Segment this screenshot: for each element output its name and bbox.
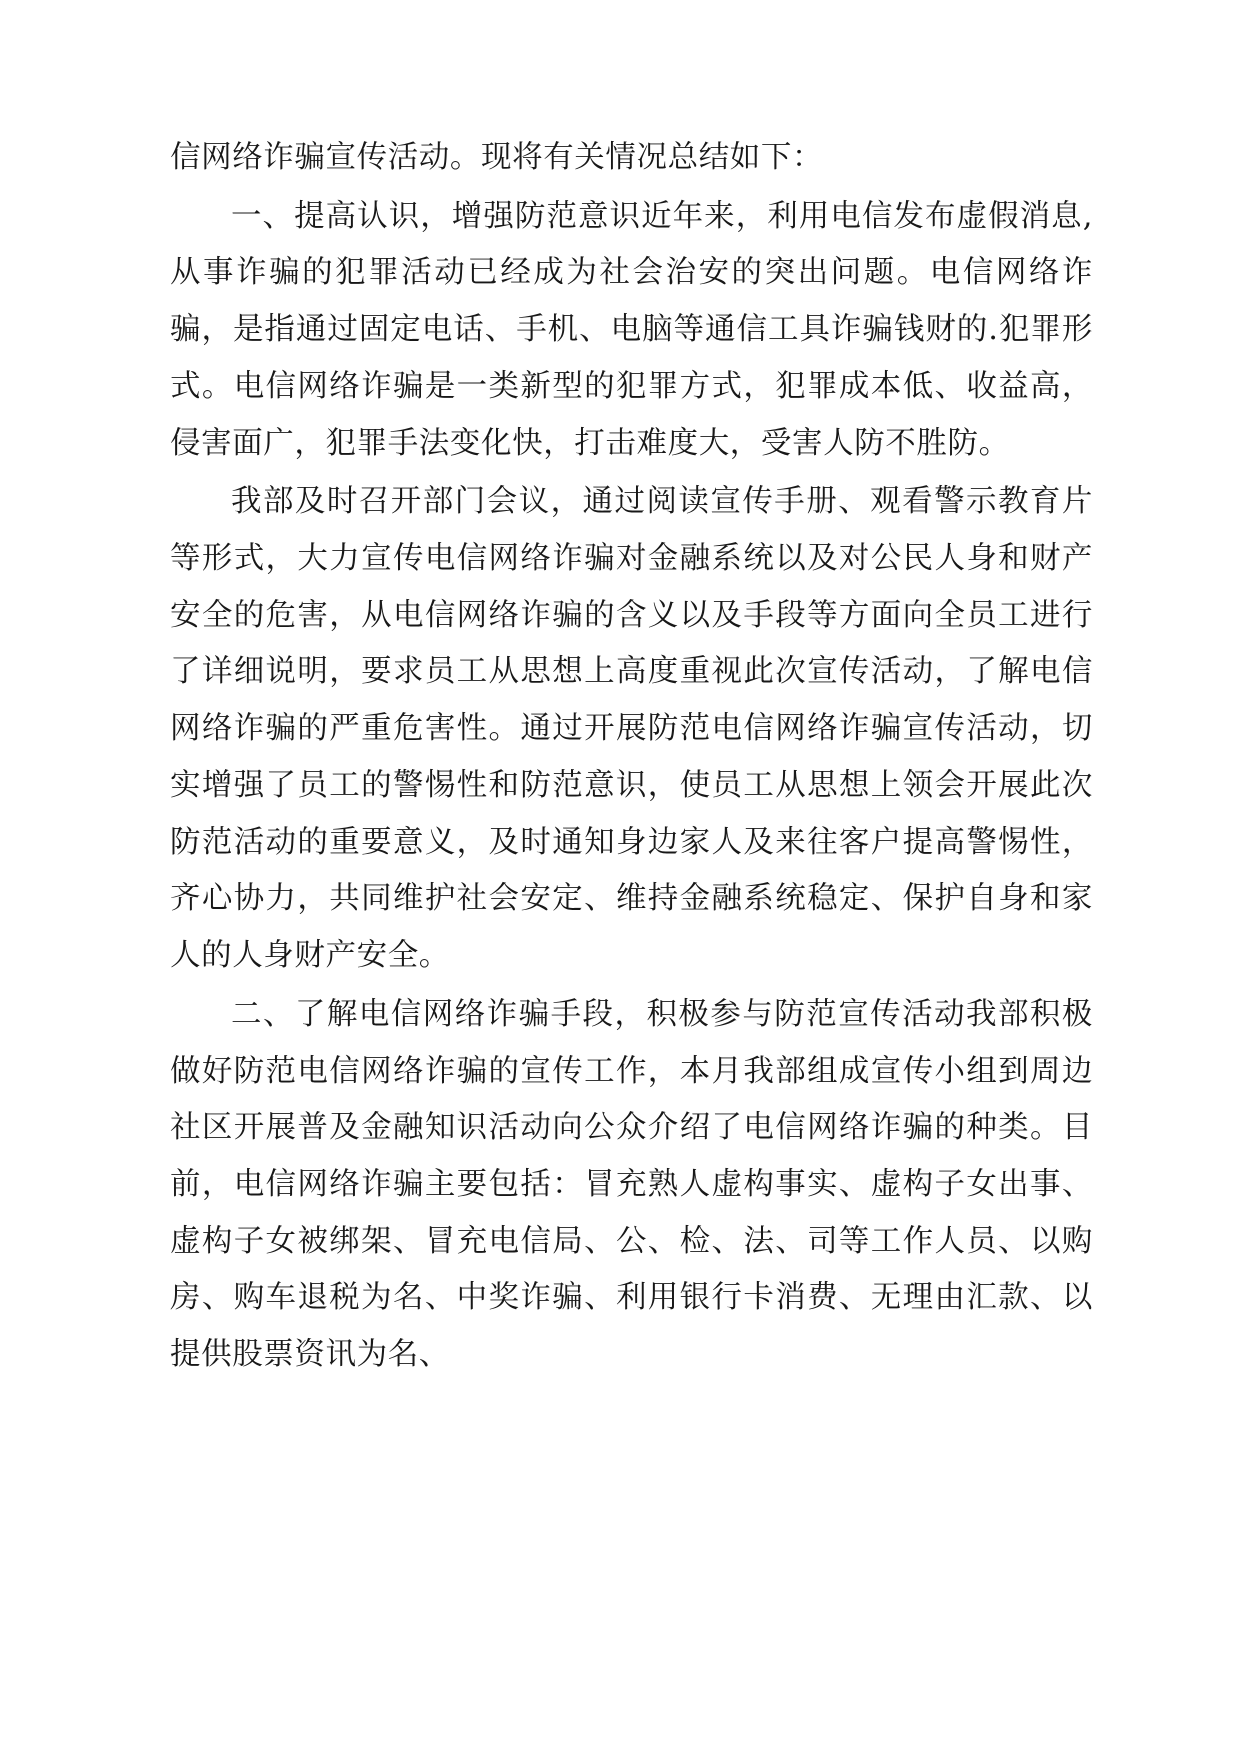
paragraph-3: 我部及时召开部门会议，通过阅读宣传手册、观看警示教育片等形式，大力宣传电信网络诈骗对金融系统以及对公民人身和财产安全的危害，从电信网络诈骗的含义以及手段等方面向全员工进行了详细说明，要求员工从思想上高度重视此次宣传活动，了解电信网络诈骗的严重危害性。通过开展防范电信网络诈骗宣传活动，切实增强了员工的警惕性和防范意识，使员工从思想上领会开展此次防范活动的重要意义，及时通知身边家人及来往客户提高警惕性，齐心协力，共同维护社会安定、维持金融系统稳定、保护自身和家人的人身财产安全。 [170, 484, 1093, 974]
paragraph-4: 二、了解电信网络诈骗手段，积极参与防范宣传活动我部积极做好防范电信网络诈骗的宣传工作，本月我部组成宣传小组到周边社区开展普及金融知识活动向公众介绍了电信网络诈骗的种类。目前，电信网络诈骗主要包括：冒充熟人虚构事实、虚构子女出事、虚构子女被绑架、冒充电信局、公、检、法、司等工作人员、以购房、购车退税为名、中奖诈骗、利用银行卡消费、无理由汇款、以提供股票资讯为名、 [170, 996, 1093, 1373]
paragraph-1: 信网络诈骗宣传活动。现将有关情况总结如下： [170, 140, 824, 175]
document-body [170, 130, 1093, 1384]
paragraph-2: 一、提高认识，增强防范意识近年来，利用电信发布虚假消息,从事诈骗的犯罪活动已经成为社会治安的突出问题。电信网络诈骗，是指通过固定电话、手机、电脑等通信工具诈骗钱财的.犯罪形式。电信网络诈骗是一类新型的犯罪方式，犯罪成本低、收益高，侵害面广，犯罪手法变化快，打击难度大，受害人防不胜防。 [170, 198, 1093, 461]
